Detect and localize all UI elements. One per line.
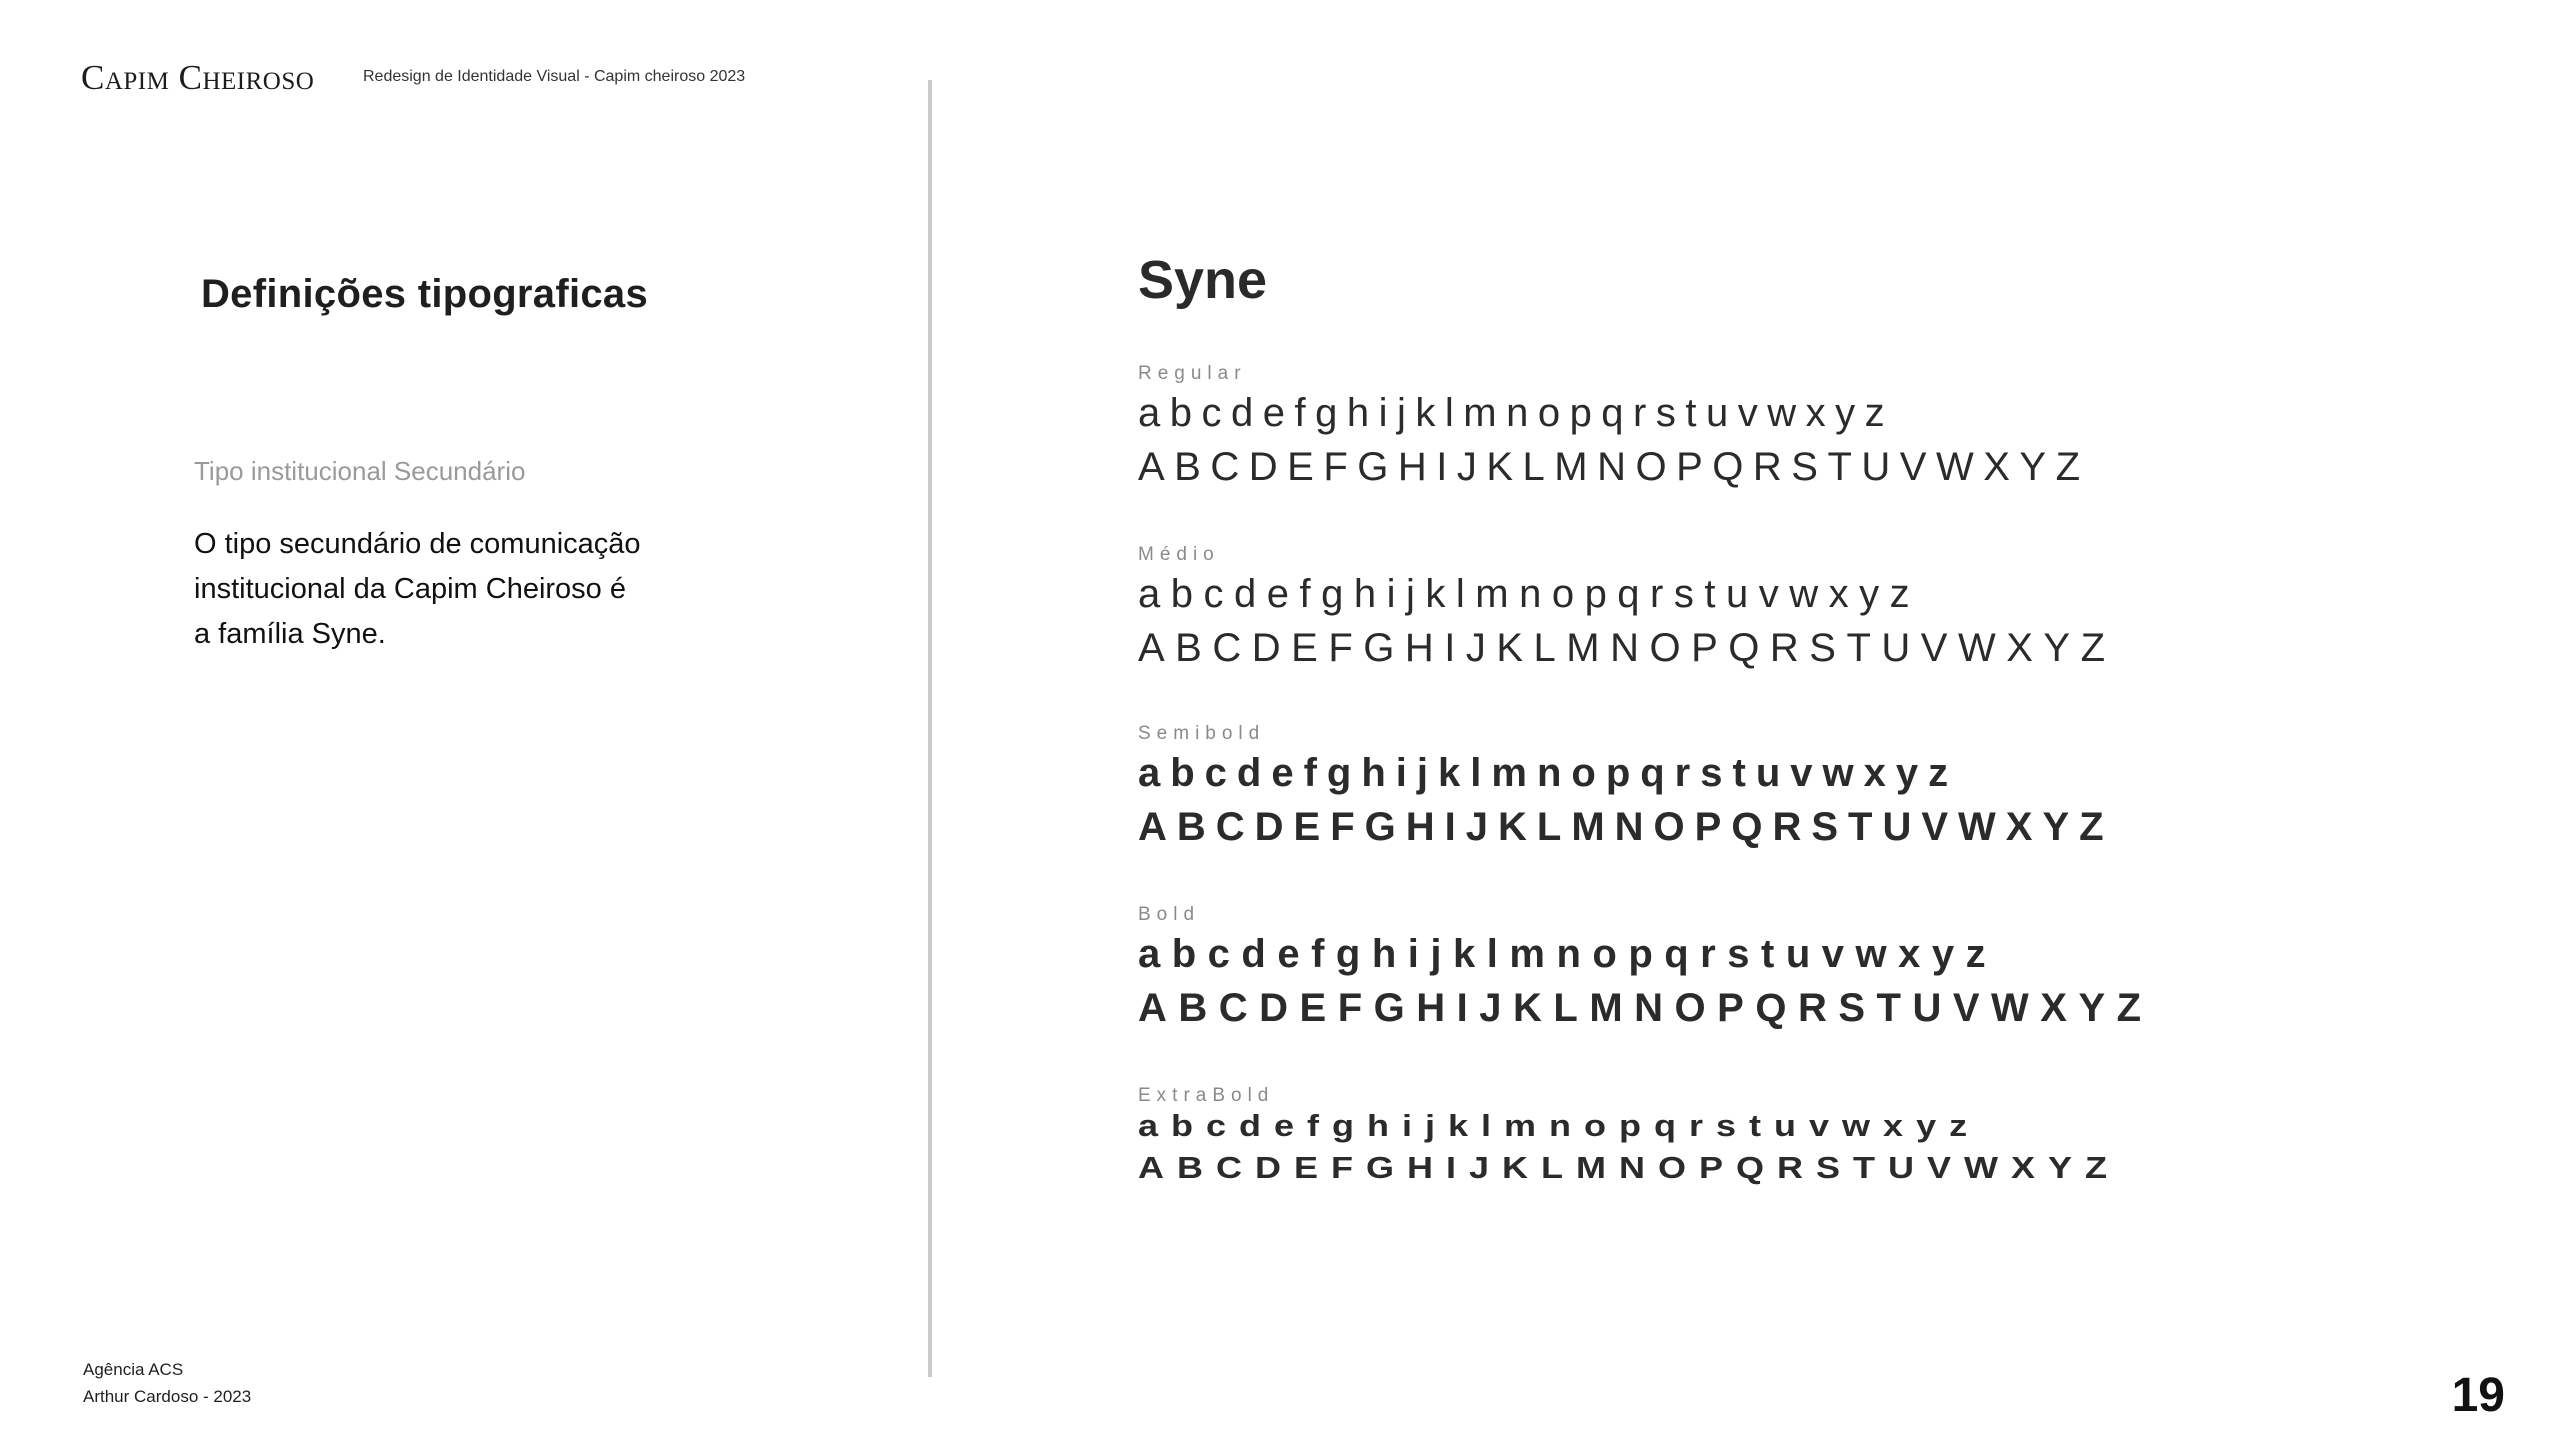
weight-label: Médio — [1138, 544, 1220, 565]
weight-specimen-semibold — [1138, 722, 2114, 854]
uppercase-glyphs: ABCDEFGHIJKLMNOPQRSTUVWXYZ — [1138, 805, 2114, 849]
uppercase-glyphs: ABCDEFGHIJKLMNOPQRSTUVWXYZ — [1138, 626, 2116, 670]
footer-agency: Agência ACS — [83, 1360, 184, 1379]
lowercase-glyphs: abcdefghijklmnopqrstuvwxyz — [1138, 1108, 1981, 1143]
lowercase-glyphs: abcdefghijklmnopqrstuvwxyz — [1138, 572, 1921, 616]
weight-specimen-regular — [1138, 362, 2090, 494]
section-title: Definições tipograficas — [201, 272, 649, 316]
weight-label: Semibold — [1138, 723, 1266, 744]
uppercase-glyphs: ABCDEFGHIJKLMNOPQRSTUVWXYZ — [1138, 986, 2153, 1030]
typeface-description — [194, 522, 754, 657]
description-line: institucional da Capim Cheiroso é — [194, 573, 626, 605]
uppercase-glyphs: ABCDEFGHIJKLMNOPQRSTUVWXYZ — [1138, 445, 2090, 489]
weight-specimen-extrabold — [1138, 1084, 2120, 1192]
font-name-heading: Syne — [1138, 250, 1268, 310]
lowercase-glyphs: abcdefghijklmnopqrstuvwxyz — [1138, 391, 1895, 435]
lowercase-glyphs: abcdefghijklmnopqrstuvwxyz — [1138, 932, 1998, 976]
weight-specimen-medio — [1138, 543, 2116, 675]
description-line: a família Syne. — [194, 618, 386, 650]
weight-specimen-bold — [1138, 903, 2153, 1035]
weight-label: ExtraBold — [1138, 1085, 1275, 1106]
brand-logo: Capim Cheiroso — [81, 58, 315, 97]
weight-label: Bold — [1138, 904, 1201, 925]
vertical-divider — [928, 80, 932, 1377]
footer-author: Arthur Cardoso - 2023 — [83, 1387, 252, 1406]
header-tagline: Redesign de Identidade Visual - Capim cheiroso 2023 — [363, 68, 746, 85]
weight-label: Regular — [1138, 363, 1247, 384]
lowercase-glyphs: abcdefghijklmnopqrstuvwxyz — [1138, 751, 1959, 795]
page-number: 19 — [2451, 1369, 2505, 1422]
uppercase-glyphs: ABCDEFGHIJKLMNOPQRSTUVWXYZ — [1138, 1150, 2121, 1185]
description-line: O tipo secundário de comunicação — [194, 528, 641, 560]
typeface-subtitle: Tipo institucional Secundário — [194, 456, 526, 486]
